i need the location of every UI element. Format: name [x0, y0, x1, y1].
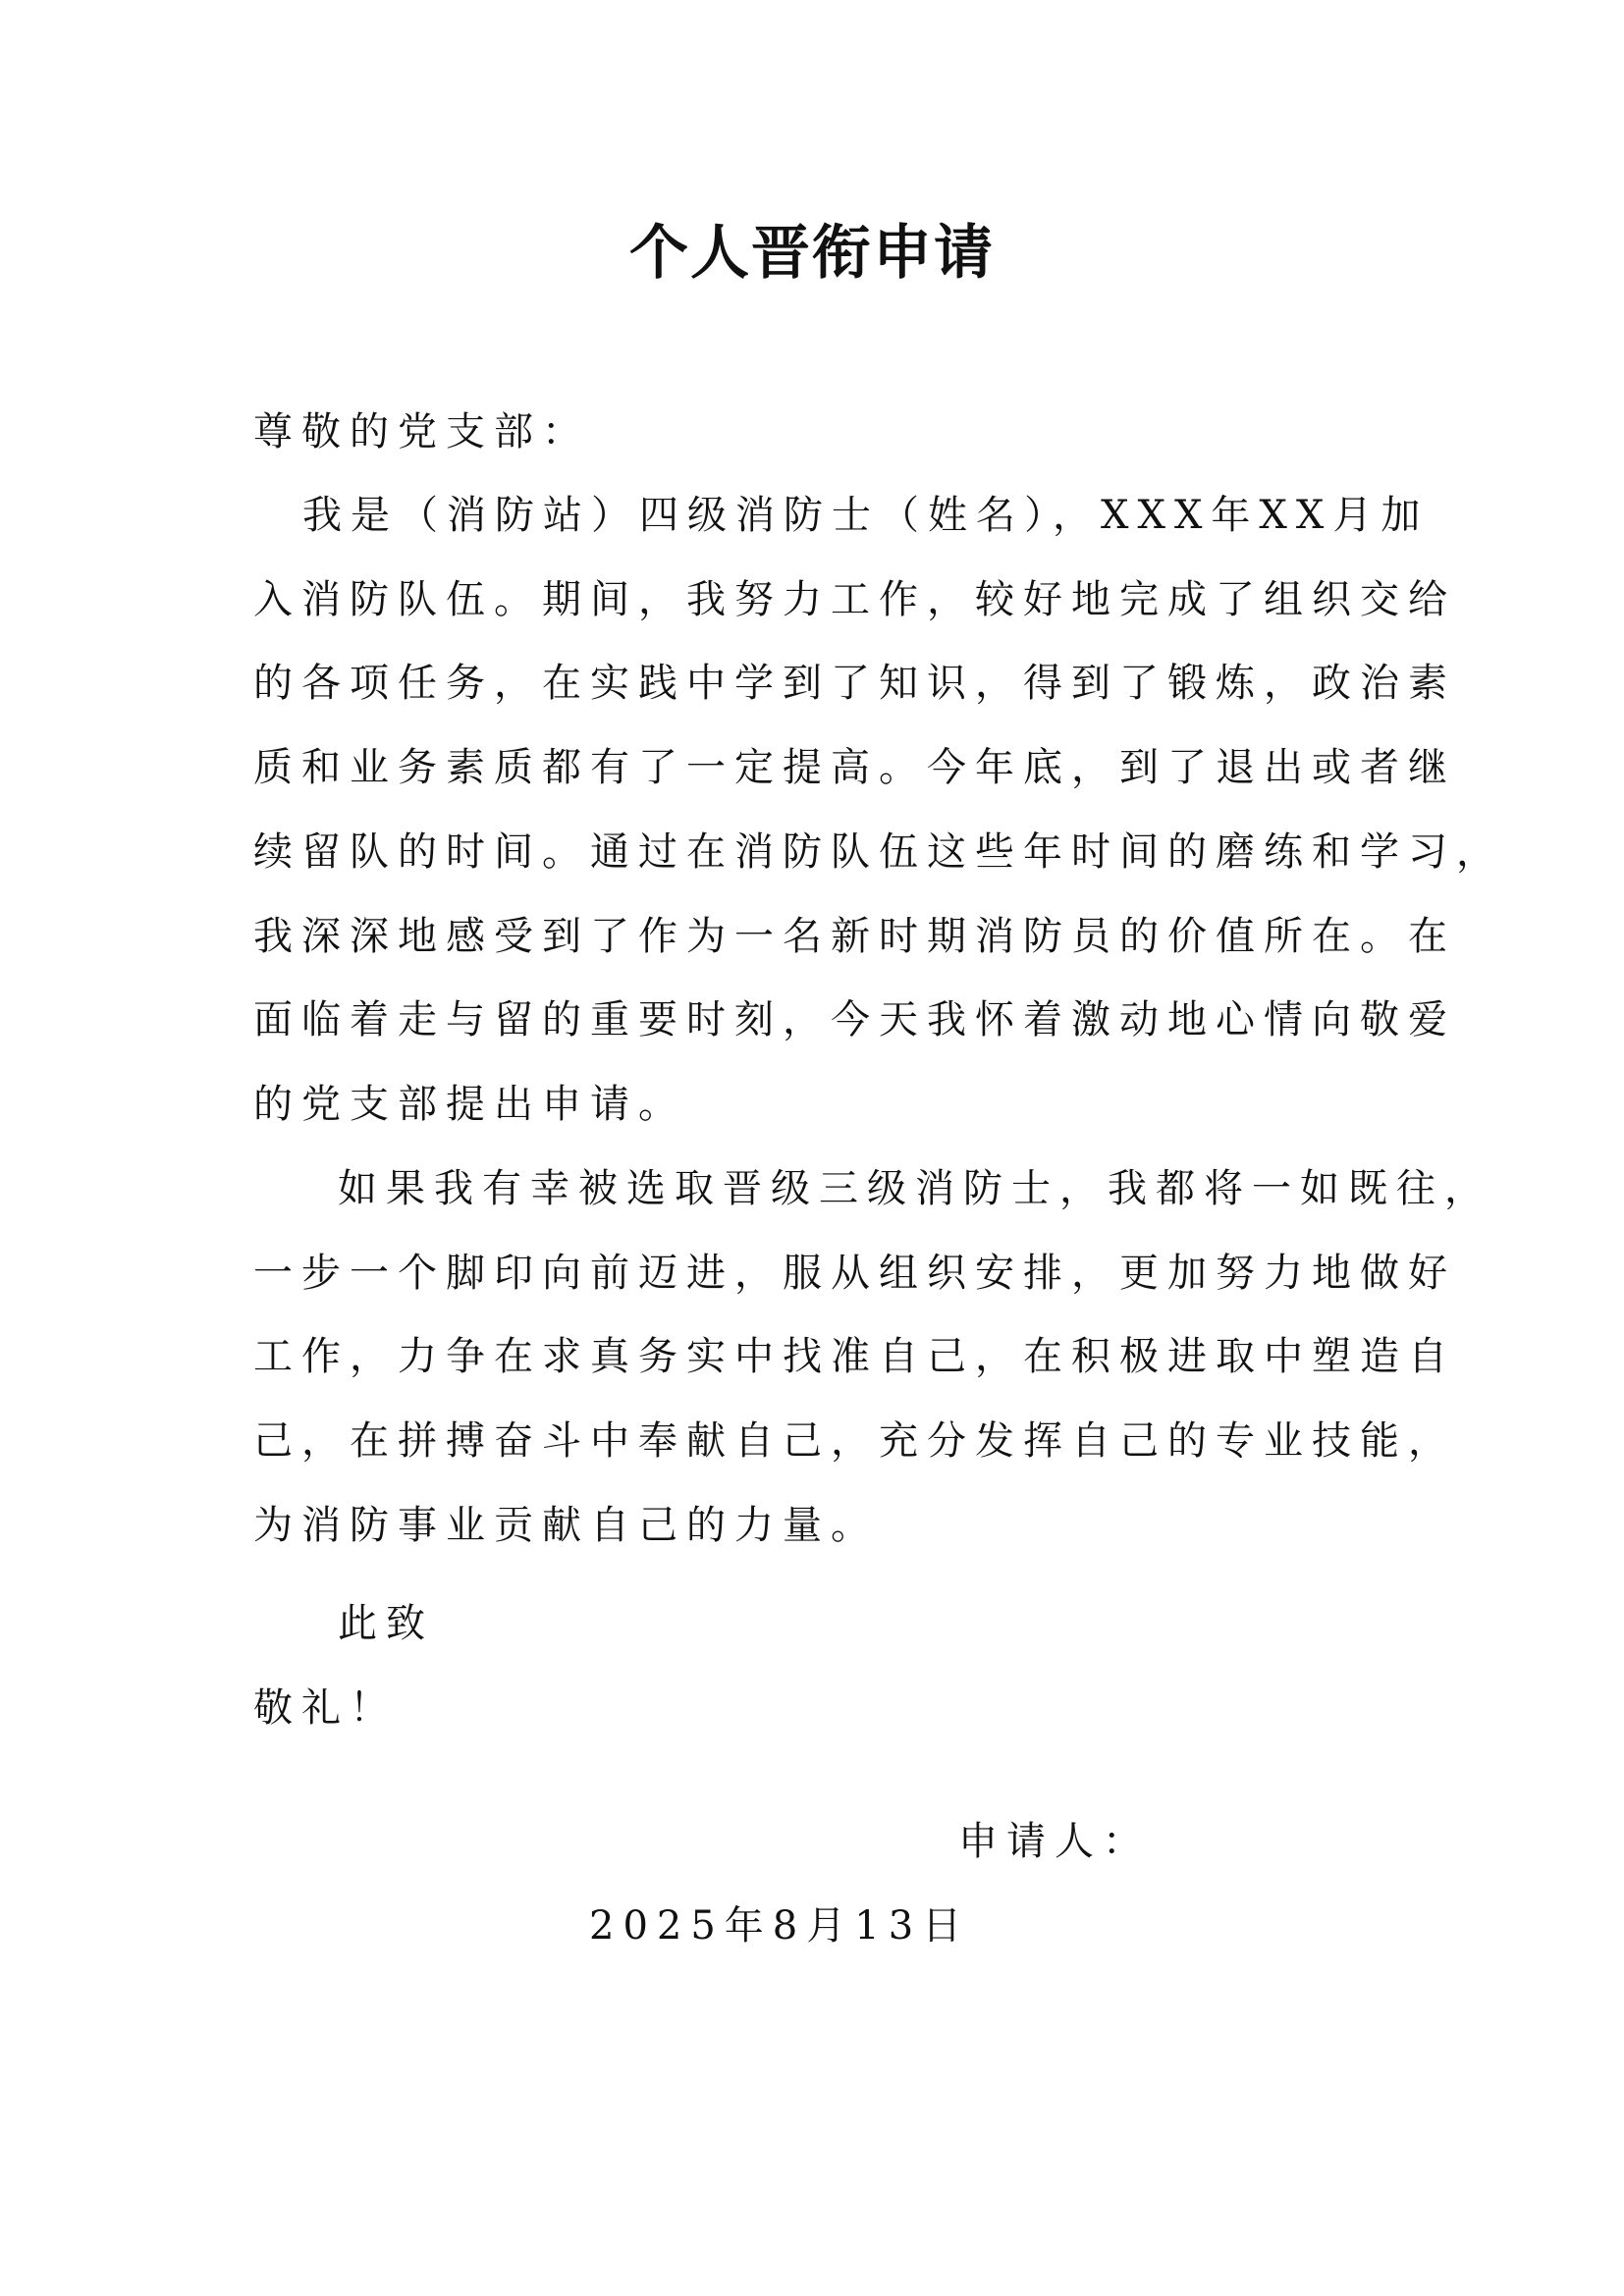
document-date: 2025年8月13日 — [589, 1903, 971, 1949]
paragraph-1-line-5: 续留队的时间。通过在消防队伍这些年时间的磨练和学习， — [253, 829, 1504, 875]
paragraph-1-line-2: 入消防队伍。期间，我努力工作，较好地完成了组织交给 — [253, 577, 1456, 622]
closing-jing-li: 敬礼！ — [253, 1685, 398, 1731]
paragraph-2-line-3: 工作，力争在求真务实中找准自己，在积极进取中塑造自 — [253, 1334, 1456, 1379]
paragraph-1-line-8: 的党支部提出申请。 — [253, 1082, 686, 1127]
paragraph-1-line-1: 我是（消防站）四级消防士（姓名），XXX年XX月加 — [302, 493, 1430, 538]
paragraph-1-line-6: 我深深地感受到了作为一名新时期消防员的价值所在。在 — [253, 914, 1456, 959]
paragraph-1-line-3: 的各项任务，在实践中学到了知识，得到了锻炼，政治素 — [253, 661, 1456, 706]
paragraph-1-line-4: 质和业务素质都有了一定提高。今年底，到了退出或者继 — [253, 745, 1456, 790]
salutation: 尊敬的党支部： — [253, 409, 590, 454]
paragraph-1-line-7: 面临着走与留的重要时刻，今天我怀着激动地心情向敬爱 — [253, 997, 1456, 1042]
document-title: 个人晋衔申请 — [629, 219, 995, 288]
closing-ci-zhi: 此致 — [338, 1601, 434, 1646]
paragraph-2-line-1: 如果我有幸被选取晋级三级消防士，我都将一如既往， — [338, 1166, 1492, 1211]
paragraph-2-line-2: 一步一个脚印向前迈进，服从组织安排，更加努力地做好 — [253, 1251, 1456, 1296]
paragraph-2-line-5: 为消防事业贡献自己的力量。 — [253, 1503, 879, 1548]
paragraph-2-line-4: 己，在拼搏奋斗中奉献自己，充分发挥自己的专业技能， — [253, 1418, 1456, 1464]
applicant-label: 申请人： — [958, 1819, 1151, 1864]
